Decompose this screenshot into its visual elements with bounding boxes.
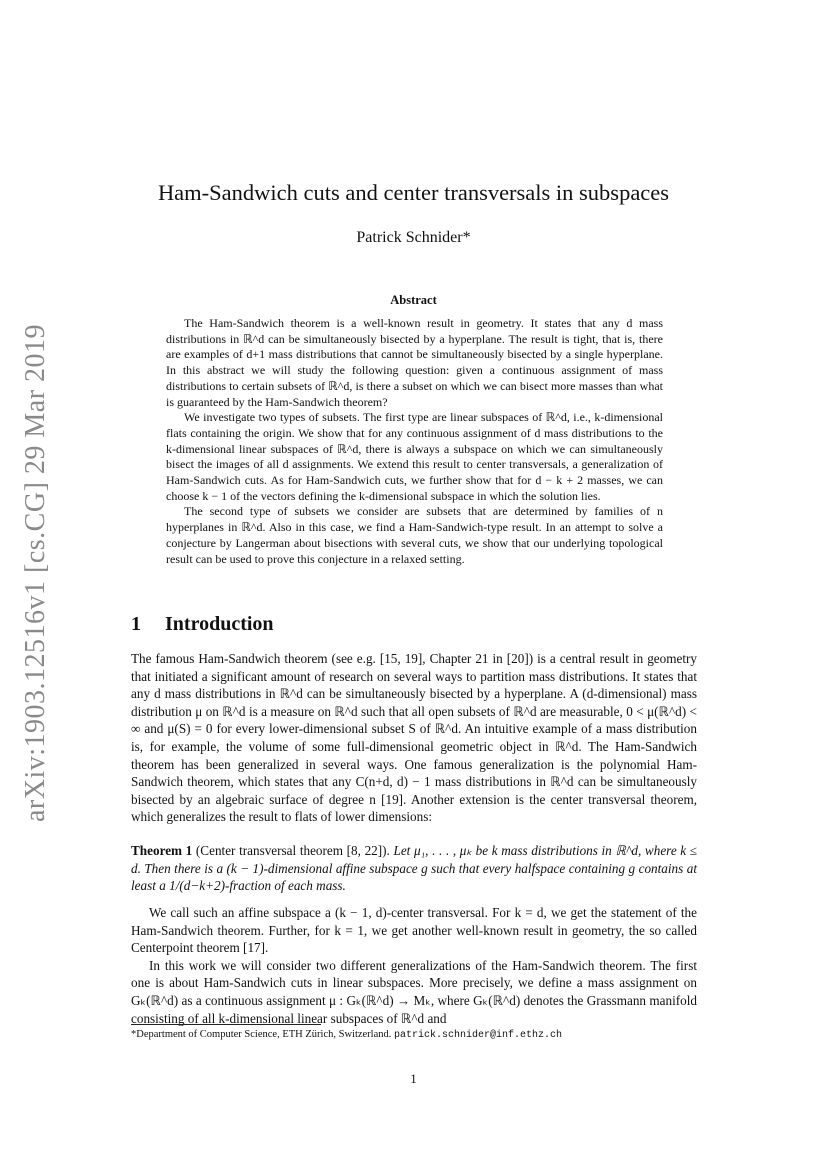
theorem-block xyxy=(131,842,697,895)
theorem-statement: Let μ₁, . . . , μₖ be k mass distributions in ℝ^d, where k ≤ d. Then there is a (k − 1)-dimensional affine subspace g such that every halfspace containing g contains at least a 1/(d−k+2)-fraction of each mass. xyxy=(131,843,698,894)
author-name: Patrick Schnider* xyxy=(356,229,471,246)
abstract-paragraph: We investigate two types of subsets. The first type are linear subspaces of ℝ^d, i.e., k-dimensional flats containing the origin. We show that for any continuous assignment of d mass distributions to the k-dimensional linear subspaces of ℝ^d, there is always a subspace on which we can simultaneously bisect the images of all d assignments. We extend this result to center transversals, a generalization of Ham-Sandwich cuts. As for Ham-Sandwich cuts, we further show that for d − k + 2 masses, we can choose k − 1 of the vectors defining the k-dimensional subspace in which the solution lies. xyxy=(166,410,663,503)
page-number: 1 xyxy=(410,1071,417,1086)
section-heading xyxy=(131,613,274,636)
body-paragraph: We call such an affine subspace a (k − 1, d)-center transversal. For k = d, we get the statement of the Ham-Sandwich theorem. Further, for k = 1, we get another well-known result in geometry, the so called Centerpoint theorem [17]. xyxy=(131,905,697,956)
abstract-paragraph: The second type of subsets we consider are subsets that are determined by families of n hyperplanes in ℝ^d. Also in this case, we find a Ham-Sandwich-type result. In an attempt to solve a conjecture by Langerman about bisections with several cuts, we show that our underlying topological result can be used to prove this conjecture in a relaxed setting. xyxy=(166,504,663,566)
paper-title: Ham-Sandwich cuts and center transversals in subspaces xyxy=(157,180,670,205)
footnote-affiliation: *Department of Computer Science, ETH Zürich, Switzerland. xyxy=(131,1029,392,1040)
theorem-label: Theorem 1 xyxy=(131,843,193,858)
footnote xyxy=(131,1029,697,1041)
section-title: Introduction xyxy=(165,613,274,635)
footnote-divider xyxy=(131,1024,321,1025)
intro-body xyxy=(131,650,697,826)
body-paragraph: In this work we will consider two different generalizations of the Ham-Sandwich theorem. The first one is about Ham-Sandwich cuts in linear subspaces. More precisely, we define a mass assignment on Gₖ(ℝ^d) as a continuous assignment μ : Gₖ(ℝ^d) → Mₖ, where Gₖ(ℝ^d) denotes the Grassmann manifold consisting of all k-dimensional linear subspaces of ℝ^d and xyxy=(131,957,697,1026)
arxiv-identifier-stamp: arXiv:1903.12516v1 [cs.CG] 29 Mar 2019 xyxy=(20,323,51,822)
abstract-heading: Abstract xyxy=(390,293,437,307)
section-number: 1 xyxy=(131,613,141,635)
abstract-body xyxy=(166,316,663,567)
footnote-email[interactable]: patrick.schnider@inf.ethz.ch xyxy=(394,1030,563,1041)
intro-paragraph: The famous Ham-Sandwich theorem (see e.g. [15, 19], Chapter 21 in [20]) is a central result in geometry that initiated a significant amount of research on several ways to partition mass distributions. It states that any d mass distributions in ℝ^d can be simultaneously bisected by a hyperplane. A (d-dimensional) mass distribution μ on ℝ^d is a measure on ℝ^d such that all open subsets of ℝ^d are measurable, 0 < μ(ℝ^d) < ∞ and μ(S) = 0 for every lower-dimensional subset S of ℝ^d. An intuitive example of a mass distribution is, for example, the volume of some full-dimensional geometric object in ℝ^d. The Ham-Sandwich theorem has been generalized in several ways. One famous generalization is the polynomial Ham-Sandwich theorem, which states that any C(n+d, d) − 1 mass distributions in ℝ^d can be simultaneously bisected by an algebraic surface of degree n [19]. Another extension is the center transversal theorem, which generalizes the result to flats of lower dimensions: xyxy=(131,651,697,825)
body-continuation xyxy=(131,904,697,1027)
abstract-paragraph: The Ham-Sandwich theorem is a well-known result in geometry. It states that any d mass distributions in ℝ^d can be simultaneously bisected by a hyperplane. The result is tight, that is, there are examples of d+1 mass distributions that cannot be simultaneously bisected by a single hyperplane. In this abstract we will study the following question: given a continuous assignment of mass distributions to certain subsets of ℝ^d, is there a subset on which we can bisect more masses than what is guaranteed by the Ham-Sandwich theorem? xyxy=(166,316,663,409)
theorem-source: (Center transversal theorem [8, 22]). xyxy=(195,843,390,858)
